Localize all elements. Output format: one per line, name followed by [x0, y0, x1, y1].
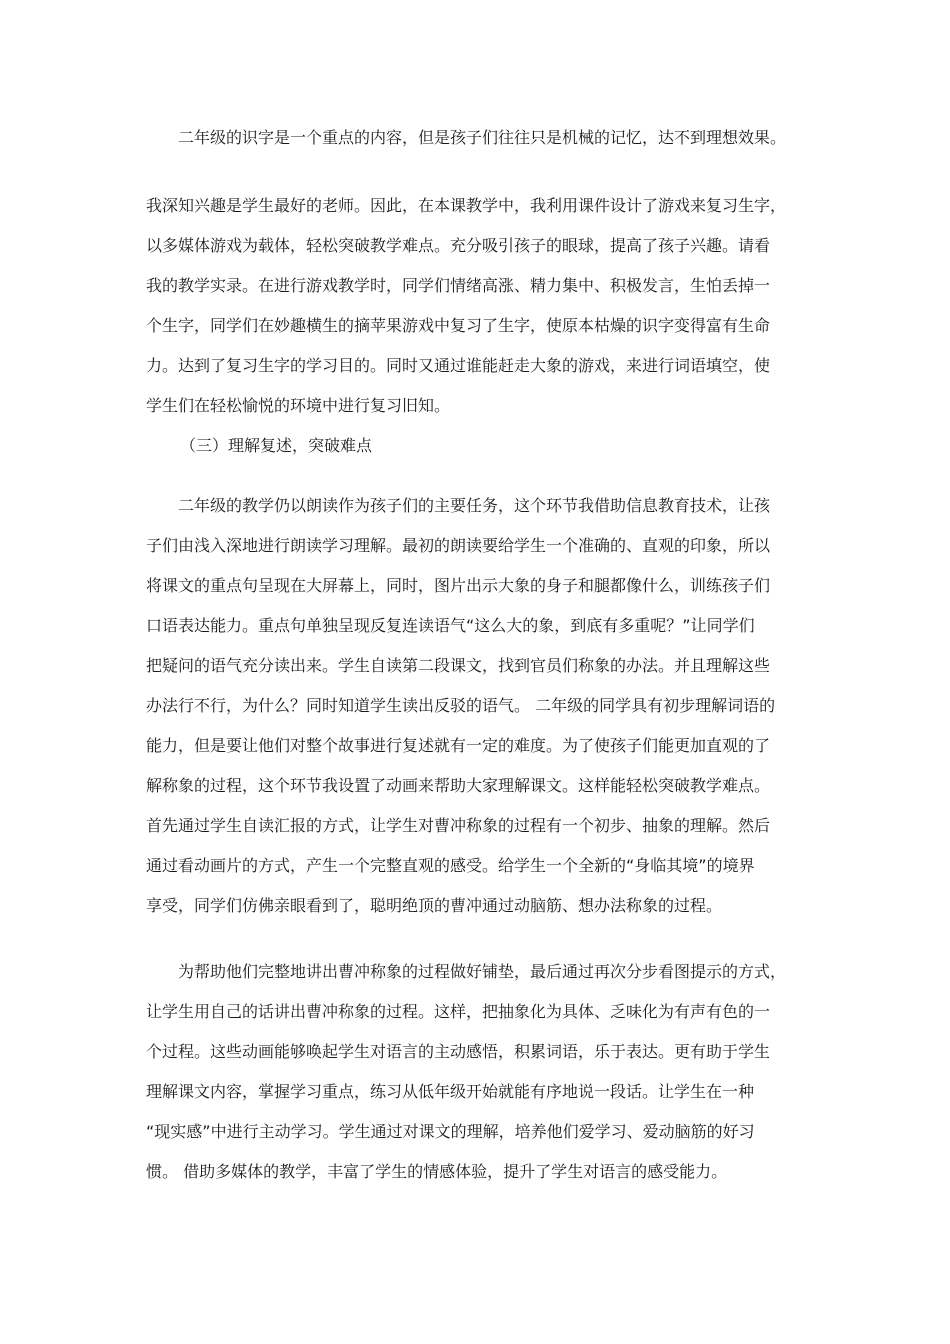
paragraph-1-line-3: 以多媒体游戏为载体，轻松突破教学难点。充分吸引孩子的眼球，提高了孩子兴趣。请看: [146, 236, 771, 255]
paragraph-3-line-3: 个过程。这些动画能够唤起学生对语言的主动感悟，积累词语，乐于表达。更有助于学生: [146, 1042, 771, 1061]
paragraph-1-line-4: 我的教学实录。在进行游戏教学时，同学们情绪高涨、精力集中、积极发言，生怕丢掉一: [146, 276, 771, 295]
paragraph-2-line-11: 享受，同学们仿佛亲眼看到了，聪明绝顶的曹冲通过动脑筋、想办法称象的过程。: [146, 896, 723, 915]
paragraph-2-line-5: 把疑问的语气充分读出来。学生自读第二段课文，找到官员们称象的办法。并且理解这些: [146, 656, 771, 675]
paragraph-2-line-3: 将课文的重点句呈现在大屏幕上，同时，图片出示大象的身子和腿都像什么，训练孩子们: [146, 576, 771, 595]
paragraph-1-line-5: 个生字，同学们在妙趣横生的摘苹果游戏中复习了生字，使原本枯燥的识字变得富有生命: [146, 316, 771, 335]
paragraph-2-line-6: 办法行不行，为什么？同时知道学生读出反驳的语气。 二年级的同学具有初步理解词语的: [146, 696, 776, 715]
paragraph-3-line-6: 惯。 借助多媒体的教学，丰富了学生的情感体验，提升了学生对语言的感受能力。: [146, 1162, 728, 1181]
paragraph-2-line-2: 子们由浅入深地进行朗读学习理解。最初的朗读要给学生一个准确的、直观的印象，所以: [146, 536, 771, 555]
paragraph-1-line-2: 我深知兴趣是学生最好的老师。因此，在本课教学中，我利用课件设计了游戏来复习生字，: [146, 196, 787, 215]
paragraph-2-line-8: 解称象的过程，这个环节我设置了动画来帮助大家理解课文。这样能轻松突破教学难点。: [146, 776, 771, 795]
paragraph-1-line-7: 学生们在轻松愉悦的环境中进行复习旧知。: [146, 396, 451, 415]
paragraph-2-line-4: 口语表达能力。重点句单独呈现反复连读语气“这么大的象，到底有多重呢？”让同学们: [146, 616, 755, 635]
paragraph-2-line-7: 能力，但是要让他们对整个故事进行复述就有一定的难度。为了使孩子们能更加直观的了: [146, 736, 771, 755]
paragraph-3-line-5: “现实感”中进行主动学习。学生通过对课文的理解，培养他们爱学习、爱动脑筋的好习: [146, 1122, 755, 1141]
paragraph-1-line-1: 二年级的识字是一个重点的内容，但是孩子们往往只是机械的记忆，达不到理想效果。: [178, 128, 787, 147]
paragraph-3-line-1: 为帮助他们完整地讲出曹冲称象的过程做好铺垫，最后通过再次分步看图提示的方式，: [178, 962, 787, 981]
section-heading: （三）理解复述，突破难点: [180, 436, 373, 455]
paragraph-2-line-9: 首先通过学生自读汇报的方式，让学生对曹冲称象的过程有一个初步、抽象的理解。然后: [146, 816, 771, 835]
paragraph-3-line-2: 让学生用自己的话讲出曹冲称象的过程。这样，把抽象化为具体、乏味化为有声有色的一: [146, 1002, 771, 1021]
paragraph-3-line-4: 理解课文内容，掌握学习重点，练习从低年级开始就能有序地说一段话。让学生在一种: [146, 1082, 755, 1101]
paragraph-2-line-1: 二年级的教学仍以朗读作为孩子们的主要任务，这个环节我借助信息教育技术，让孩: [178, 496, 771, 515]
paragraph-1-line-6: 力。达到了复习生字的学习目的。同时又通过谁能赶走大象的游戏，来进行词语填空，使: [146, 356, 771, 375]
paragraph-2-line-10: 通过看动画片的方式，产生一个完整直观的感受。给学生一个全新的“身临其境”的境界: [146, 856, 755, 875]
